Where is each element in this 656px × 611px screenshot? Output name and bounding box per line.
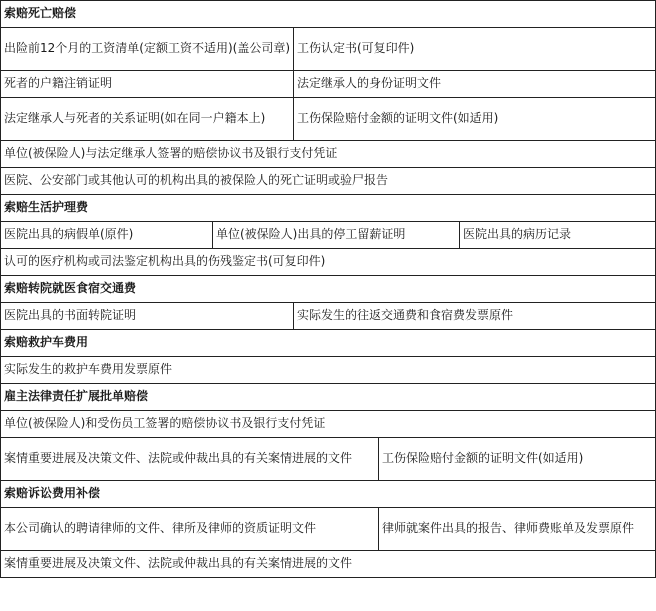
doc-cell: 实际发生的往返交通费和食宿费发票原件 [294, 303, 656, 330]
section-header-row [1, 195, 656, 222]
section-title-ambulance-fee: 索赔救护车费用 [1, 330, 656, 357]
table-row [1, 303, 656, 330]
table-row [1, 28, 656, 71]
table-row [1, 357, 656, 384]
doc-cell: 案情重要进展及决策文件、法院或仲裁出具的有关案情进展的文件 [1, 438, 379, 481]
doc-cell: 医院出具的病假单(原件) [1, 222, 213, 249]
doc-cell: 医院出具的书面转院证明 [1, 303, 294, 330]
section-title-transfer-expenses: 索赔转院就医食宿交通费 [1, 276, 656, 303]
doc-cell: 工伤保险赔付金额的证明文件(如适用) [294, 98, 656, 141]
table-row [1, 551, 656, 578]
doc-cell: 本公司确认的聘请律师的文件、律所及律师的资质证明文件 [1, 508, 379, 551]
doc-cell: 案情重要进展及决策文件、法院或仲裁出具的有关案情进展的文件 [1, 551, 656, 578]
doc-cell: 单位(被保险人)出具的停工留薪证明 [213, 222, 460, 249]
table-row [1, 249, 656, 276]
section-title-employer-liability: 雇主法律责任扩展批单赔偿 [1, 384, 656, 411]
doc-cell: 认可的医疗机构或司法鉴定机构出具的伤残鉴定书(可复印件) [1, 249, 656, 276]
table-row [1, 168, 656, 195]
doc-cell: 医院、公安部门或其他认可的机构出具的被保险人的死亡证明或验尸报告 [1, 168, 656, 195]
section-header-row [1, 1, 656, 28]
doc-cell: 律师就案件出具的报告、律师费账单及发票原件 [379, 508, 656, 551]
doc-cell: 工伤保险赔付金额的证明文件(如适用) [379, 438, 656, 481]
section-header-row [1, 276, 656, 303]
section-header-row [1, 481, 656, 508]
section-header-row [1, 384, 656, 411]
section-title-living-care-fee: 索赔生活护理费 [1, 195, 656, 222]
table-row [1, 71, 656, 98]
doc-cell: 单位(被保险人)和受伤员工签署的赔偿协议书及银行支付凭证 [1, 411, 656, 438]
doc-cell: 实际发生的救护车费用发票原件 [1, 357, 656, 384]
doc-cell: 工伤认定书(可复印件) [294, 28, 656, 71]
table-row [1, 141, 656, 168]
section-title-death-compensation: 索赔死亡赔偿 [1, 1, 656, 28]
table-row [1, 508, 656, 551]
table-row [1, 438, 656, 481]
table-row [1, 222, 656, 249]
doc-cell: 出险前12个月的工资清单(定额工资不适用)(盖公司章) [1, 28, 294, 71]
doc-cell: 死者的户籍注销证明 [1, 71, 294, 98]
section-header-row [1, 330, 656, 357]
table-row [1, 98, 656, 141]
doc-cell: 医院出具的病历记录 [460, 222, 656, 249]
section-title-litigation-fee: 索赔诉讼费用补偿 [1, 481, 656, 508]
doc-cell: 单位(被保险人)与法定继承人签署的赔偿协议书及银行支付凭证 [1, 141, 656, 168]
doc-cell: 法定继承人的身份证明文件 [294, 71, 656, 98]
doc-cell: 法定继承人与死者的关系证明(如在同一户籍本上) [1, 98, 294, 141]
table-row [1, 411, 656, 438]
